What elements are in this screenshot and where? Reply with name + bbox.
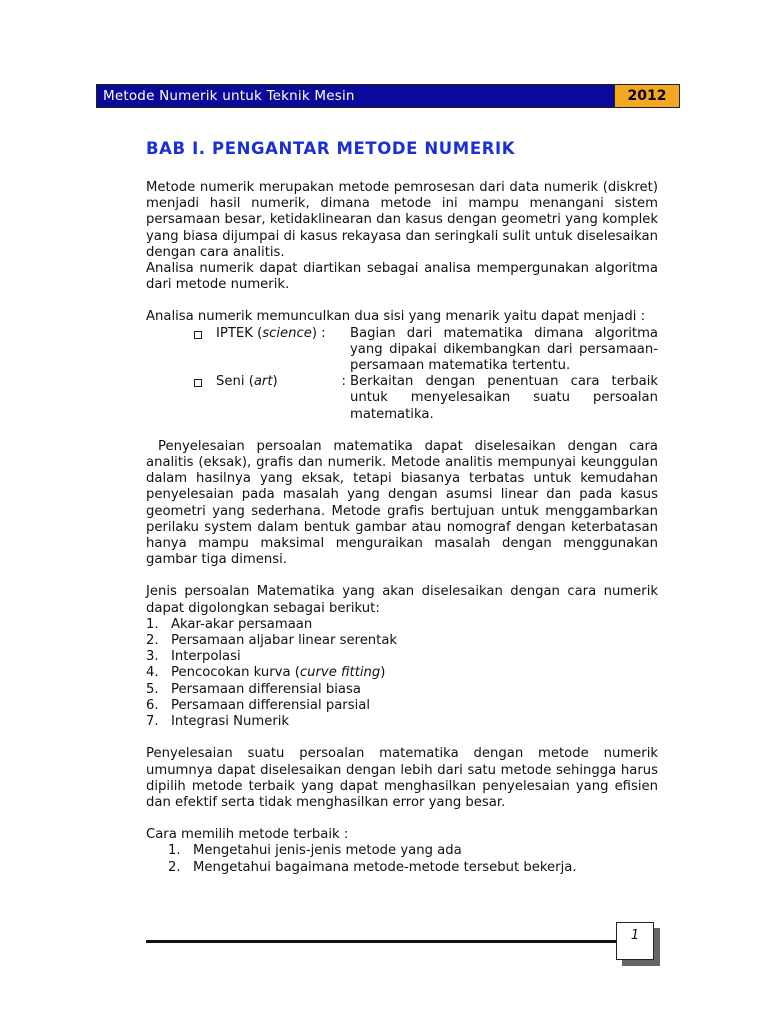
header-title: Metode Numerik untuk Teknik Mesin bbox=[97, 85, 614, 107]
square-bullet-icon bbox=[194, 379, 202, 387]
header-year: 2012 bbox=[614, 85, 679, 107]
choose-lead: Cara memilih metode terbaik : bbox=[146, 827, 349, 843]
bullet-term: Seni (art) : bbox=[216, 374, 346, 390]
list-item: 2. Persamaan aljabar linear serentak bbox=[146, 633, 398, 649]
list-item: 1. Mengetahui jenis-jenis metode yang ada bbox=[168, 843, 462, 859]
choose-list bbox=[146, 843, 658, 875]
bullet-description: Bagian dari matematika dimana algoritma yang dipakai dikembangkan dari persamaan-persamaan matematika tertentu. bbox=[350, 325, 658, 374]
method-paragraph: Penyelesaian suatu persoalan matematika dengan metode numerik umumnya dapat diselesaikan dengan lebih dari satu metode sehingga harus dipilih metode terbaik yang dapat menghasilkan penyelesaian yang efisien dan efektif serta tidak menghasilkan error yang besar. bbox=[146, 746, 658, 810]
bullet-term: IPTEK (science) : bbox=[216, 325, 326, 341]
sides-list bbox=[146, 326, 658, 423]
running-header bbox=[96, 84, 680, 108]
bullet-description: Berkaitan dengan penentuan cara terbaik untuk menyelesaikan suatu persoalan matematika. bbox=[350, 374, 658, 422]
list-item: 7. Integrasi Numerik bbox=[146, 714, 290, 730]
list-item: 5. Persamaan differensial biasa bbox=[146, 681, 361, 697]
list-item: 4. Pencocokan kurva (curve fitting) bbox=[146, 665, 386, 681]
square-bullet-icon bbox=[194, 331, 202, 339]
list-item: 1. Akar-akar persamaan bbox=[146, 616, 313, 632]
types-list bbox=[146, 617, 658, 730]
list-item bbox=[146, 326, 658, 375]
list-item: 6. Persamaan differensial parsial bbox=[146, 697, 370, 713]
list-item: 3. Interpolasi bbox=[146, 649, 241, 665]
intro-paragraph-1: Metode numerik merupakan metode pemrosesan dari data numerik (diskret) menjadi hasil numerik, dimana metode ini mampu menangani sistem persamaan besar, ketidaklinearan dan kasus dengan geometri yang komplek yang biasa dijumpai di kasus rekayasa dan seringkali sulit untuk diselesaikan dengan cara analitis. bbox=[146, 180, 658, 260]
solutions-paragraph: Penyelesaian persoalan matematika dapat diselesaikan dengan cara analitis (eksak), grafis dan numerik. Metode analitis mempunyai keunggulan dalam hasilnya yang eksak, tetapi biasanya terbatas untuk kemudahan penyelesaian pada masalah yang dengan asumsi linear dan pada kasus geometri yang sederhana. Metode grafis bertujuan untuk menggambarkan perilaku system dalam bentuk gambar atau nomograf dengan keterbatasan hanya mampu maksimal menguraikan masalah dengan menggunakan gambar tiga dimensi. bbox=[146, 438, 658, 568]
sides-lead: Analisa numerik memunculkan dua sisi yang menarik yaitu dapat menjadi : bbox=[146, 309, 646, 325]
footer-rule bbox=[146, 940, 616, 943]
list-item bbox=[146, 374, 658, 423]
types-lead: Jenis persoalan Matematika yang akan diselesaikan dengan cara numerik dapat digolongkan sebagai berikut: bbox=[146, 584, 658, 616]
chapter-title: BAB I. PENGANTAR METODE NUMERIK bbox=[146, 139, 516, 158]
intro-paragraph-2: Analisa numerik dapat diartikan sebagai analisa mempergunakan algoritma dari metode numerik. bbox=[146, 261, 658, 293]
page-number: 1 bbox=[616, 922, 654, 960]
list-item: 2. Mengetahui bagaimana metode-metode tersebut bekerja. bbox=[168, 859, 577, 875]
page-body bbox=[146, 138, 658, 876]
